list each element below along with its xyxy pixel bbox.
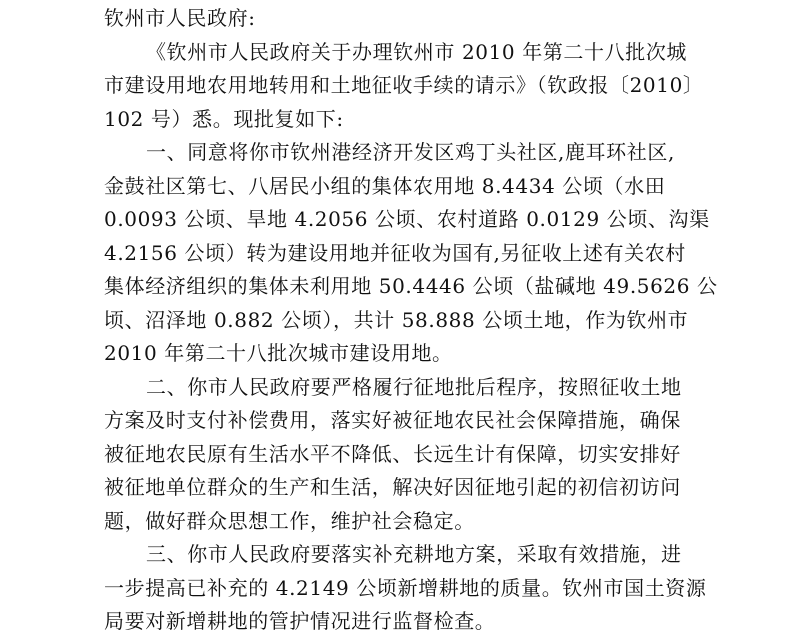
- paragraph-line: 《钦州市人民政府关于办理钦州市 2010 年第二十八批次城: [146, 39, 688, 64]
- paragraph-line: 集体经济组织的集体未利用地 50.4446 公顷（盐碱地 49.5626 公: [104, 274, 718, 298]
- paragraph-line: 被征地农民原有生活水平不降低、长远生计有保障，切实安排好: [104, 441, 681, 466]
- paragraph-line: 一步提高已补充的 4.2149 公顷新增耕地的质量。钦州市国土资源: [104, 575, 707, 600]
- paragraph-line: 二、你市人民政府要严格履行征地批后程序，按照征收土地: [146, 374, 682, 399]
- paragraph-line: 局要对新增耕地的管护情况进行监督检查。: [104, 609, 496, 633]
- paragraph-line: 102 号）悉。现批复如下:: [104, 106, 344, 131]
- paragraph-line: 2010 年第二十八批次城市建设用地。: [104, 341, 453, 365]
- paragraph-line: 方案及时支付补偿费用，落实好被征地农民社会保障措施，确保: [104, 408, 681, 432]
- paragraph-line: 一、同意将你市钦州港经济开发区鸡丁头社区,鹿耳环社区,: [146, 140, 675, 164]
- paragraph-line: 金鼓社区第七、八居民小组的集体农用地 8.4434 公顷（水田: [104, 173, 666, 198]
- paragraph-line: 三、你市人民政府要落实补充耕地方案，采取有效措施，进: [146, 542, 682, 566]
- salutation: 钦州市人民政府:: [104, 6, 256, 30]
- paragraph-line: 市建设用地农用地转用和土地征收手续的请示》（钦政报〔2010〕: [104, 73, 704, 97]
- paragraph-line: 0.0093 公顷、旱地 4.2056 公顷、农村道路 0.0129 公顷、沟渠: [104, 207, 710, 231]
- paragraph-line: 顷、沼泽地 0.882 公顷），共计 58.888 公顷土地，作为钦州市: [104, 307, 689, 332]
- paragraph-line: 被征地单位群众的生产和生活，解决好因征地引起的初信初访问: [104, 475, 681, 499]
- paragraph-line: 题，做好群众思想工作，维护社会稳定。: [104, 508, 475, 533]
- paragraph-line: 4.2156 公顷）转为建设用地并征收为国有,另征收上述有关农村: [104, 240, 686, 265]
